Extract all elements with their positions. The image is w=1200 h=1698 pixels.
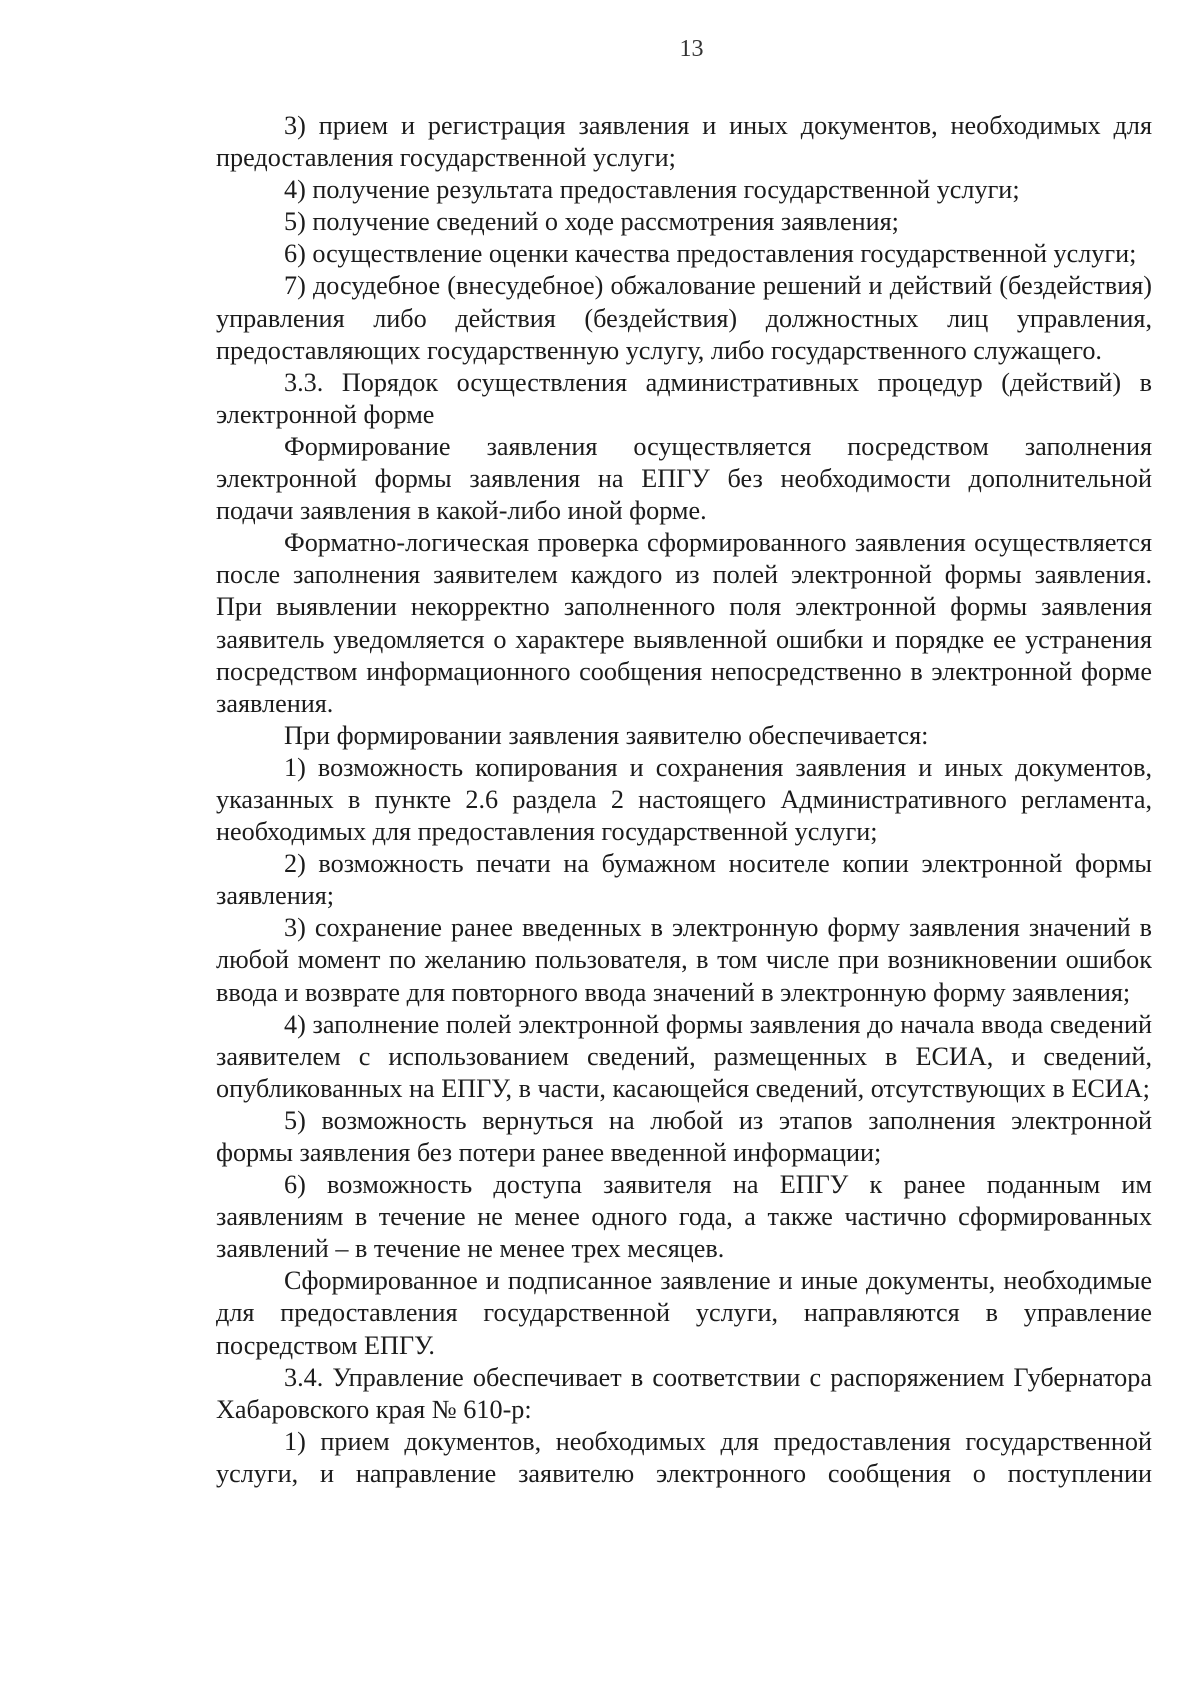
paragraph: 4) получение результата предоставления государственной услуги; (284, 175, 1020, 205)
paragraph: 6) осуществление оценки качества предоставления государственной услуги; (284, 239, 1137, 269)
paragraph: 3) прием и регистрация заявления и иных документов, необходимых для предоставления государственной услуги; (216, 111, 1152, 173)
list-item: 5) возможность вернуться на любой из этапов заполнения электронной формы заявления без потери ранее введенной информации; (216, 1105, 1152, 1167)
section-heading: 3.4. Управление обеспечивает в соответствии с распоряжением Губернатора Хабаровского края № 610-р: (216, 1362, 1152, 1424)
document-body (216, 110, 1152, 1490)
paragraph: 7) досудебное (внесудебное) обжалование решений и действий (бездействия) управления либо действия (бездействия) должностных лиц управления, предоставляющих государственную услугу, либо государственного служащего. (216, 271, 1152, 365)
paragraph: Сформированное и подписанное заявление и иные документы, необходимые для предоставления государственной услуги, направляются в управление посредством ЕПГУ. (216, 1266, 1152, 1360)
list-item: 1) прием документов, необходимых для предоставления государственной услуги, и направление заявителю электронного сообщения о поступлении (216, 1426, 1152, 1488)
list-item: 2) возможность печати на бумажном носителе копии электронной формы заявления; (216, 849, 1152, 911)
paragraph: Формирование заявления осуществляется посредством заполнения электронной формы заявления на ЕПГУ без необходимости дополнительной подачи заявления в какой-либо иной форме. (216, 431, 1152, 526)
paragraph: При формировании заявления заявителю обеспечивается: (284, 720, 929, 750)
paragraph: Форматно-логическая проверка сформированного заявления осуществляется после заполнения заявителем каждого из полей электронной формы заявления. При выявлении некорректно заполненного поля электронной формы заявления заявитель уведомляется о характере выявленной ошибки и порядке ее устранения посредством информационного сообщения непосредственно в электронной форме заявления. (216, 528, 1152, 718)
list-item: 1) возможность копирования и сохранения заявления и иных документов, указанных в пункте 2.6 раздела 2 настоящего Административного регламента, необходимых для предоставления государственной услуги; (216, 752, 1152, 847)
paragraph: 5) получение сведений о ходе рассмотрения заявления; (284, 207, 899, 237)
list-item: 6) возможность доступа заявителя на ЕПГУ к ранее поданным им заявлениям в течение не менее одного года, а также частично сформированных заявлений – в течение не менее трех месяцев. (216, 1170, 1152, 1264)
section-heading: 3.3. Порядок осуществления административных процедур (действий) в электронной форме (216, 367, 1152, 429)
list-item: 3) сохранение ранее введенных в электронную форму заявления значений в любой момент по желанию пользователя, в том числе при возникновении ошибок ввода и возврате для повторного ввода значений в электронную форму заявления; (216, 913, 1152, 1007)
list-item: 4) заполнение полей электронной формы заявления до начала ввода сведений заявителем с использованием сведений, размещенных в ЕСИА, и сведений, опубликованных на ЕПГУ, в части, касающейся сведений, отсутствующих в ЕСИА; (216, 1009, 1152, 1103)
page-number: 13 (679, 36, 704, 62)
